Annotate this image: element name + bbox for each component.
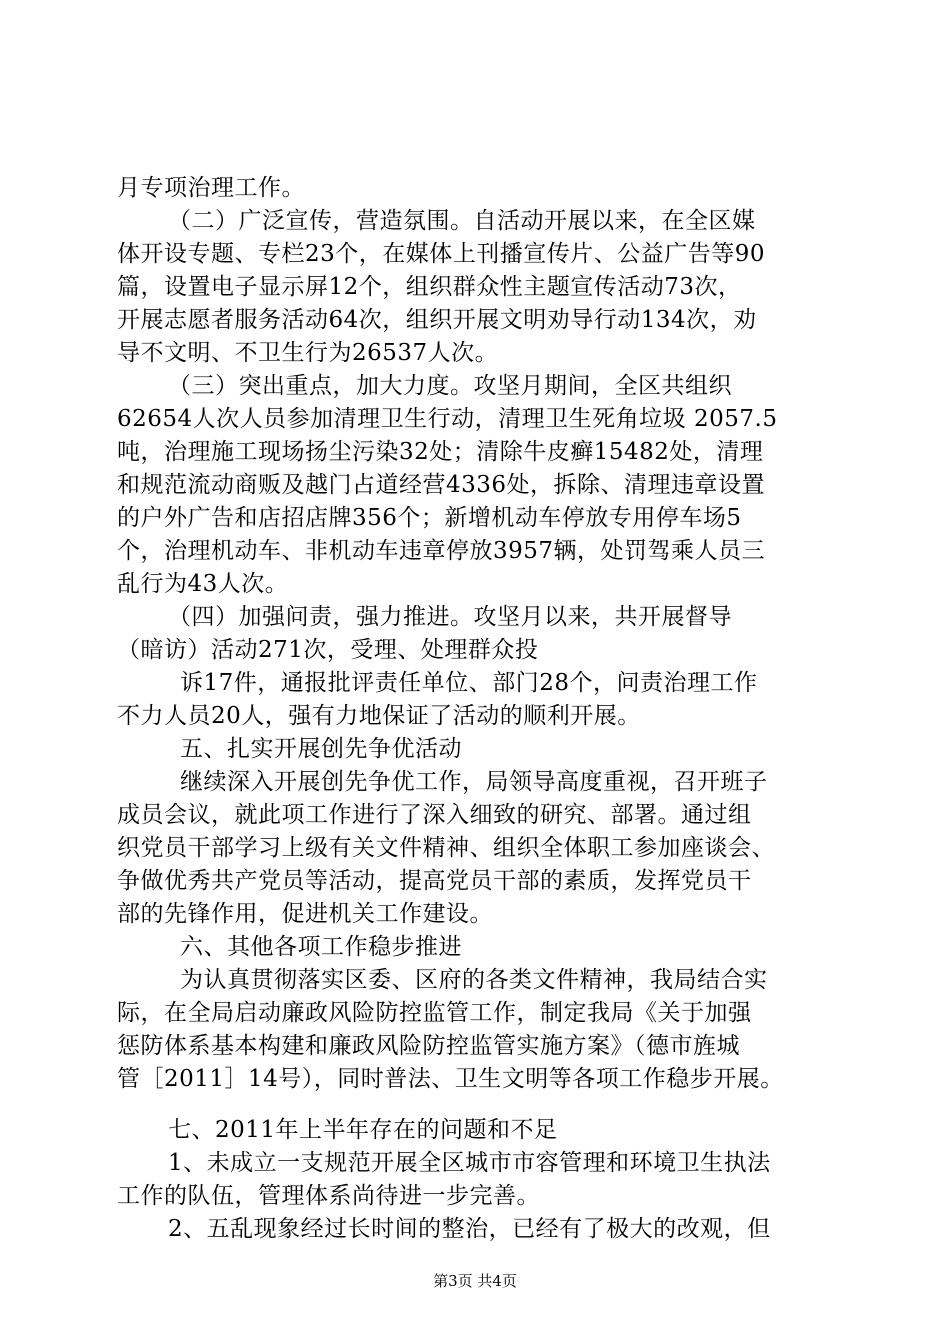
text-line: 2、五乱现象经过长时间的整治，已经有了极大的改观，但 [168, 1216, 771, 1242]
page-number-footer: 第3页 共4页 [433, 1272, 517, 1290]
section-heading: 六、其他各项工作稳步推进 [180, 934, 462, 960]
text-line: （三）突出重点，加大力度。攻坚月期间，全区共组织 [168, 373, 732, 399]
text-line: 成员会议，就此项工作进行了深入细致的研究、部署。通过组 [117, 802, 752, 828]
text-line: （四）加强问责，强力推进。攻坚月以来，共开展督导 [168, 604, 732, 630]
section-heading: 七、2011年上半年存在的问题和不足 [168, 1117, 558, 1143]
text-line: （暗访）活动271次，受理、处理群众投 [117, 637, 539, 663]
text-line: 和规范流动商贩及越门占道经营4336处，拆除、清理违章设置 [117, 472, 766, 498]
text-line: 部的先锋作用，促进机关工作建设。 [117, 901, 493, 927]
text-line: 体开设专题、专栏23个，在媒体上刊播宣传片、公益广告等90 [117, 241, 766, 267]
text-line: 诉17件，通报批评责任单位、部门28个，问责治理工作 [180, 670, 758, 696]
text-line: 1、未成立一支规范开展全区城市市容管理和环境卫生执法 [168, 1150, 771, 1176]
text-line: 继续深入开展创先争优工作，局领导高度重视，召开班子 [180, 769, 768, 795]
text-line: 篇，设置电子显示屏12个，组织群众性主题宣传活动73次， [117, 274, 742, 300]
text-line: 管［2011］14号），同时普法、卫生文明等各项工作稳步开展。 [117, 1066, 784, 1092]
text-line: 开展志愿者服务活动64次，组织开展文明劝导行动134次，劝 [117, 307, 757, 333]
section-heading: 五、扎实开展创先争优活动 [180, 736, 462, 762]
text-line: 为认真贯彻落实区委、区府的各类文件精神，我局结合实 [180, 967, 768, 993]
text-line: 争做优秀共产党员等活动，提高党员干部的素质，发挥党员干 [117, 868, 752, 894]
text-line: 乱行为43人次。 [117, 571, 289, 597]
text-line: 的户外广告和店招店牌356个；新增机动车停放专用停车场5 [117, 505, 742, 531]
text-line: 月专项治理工作。 [117, 175, 305, 201]
text-line: 不力人员20人，强有力地保证了活动的顺利开展。 [117, 703, 641, 729]
text-line: 62654人次人员参加清理卫生行动，清理卫生死角垃圾 2057.5 [117, 406, 778, 432]
text-line: 吨，治理施工现场扬尘污染32处；清除牛皮癣15482处，清理 [117, 439, 764, 465]
text-line: 导不文明、不卫生行为26537人次。 [117, 340, 499, 366]
text-line: （二）广泛宣传，营造氛围。自活动开展以来，在全区媒 [168, 208, 756, 234]
text-line: 织党员干部学习上级有关文件精神、组织全体职工参加座谈会、 [117, 835, 775, 861]
text-line: 工作的队伍，管理体系尚待进一步完善。 [117, 1183, 540, 1209]
text-line: 惩防体系基本构建和廉政风险防控监管实施方案》（德市旌城 [117, 1033, 740, 1059]
text-line: 个，治理机动车、非机动车违章停放3957辆，处罚驾乘人员三 [117, 538, 766, 564]
text-line: 际，在全局启动廉政风险防控监管工作，制定我局《关于加强 [117, 1000, 752, 1026]
